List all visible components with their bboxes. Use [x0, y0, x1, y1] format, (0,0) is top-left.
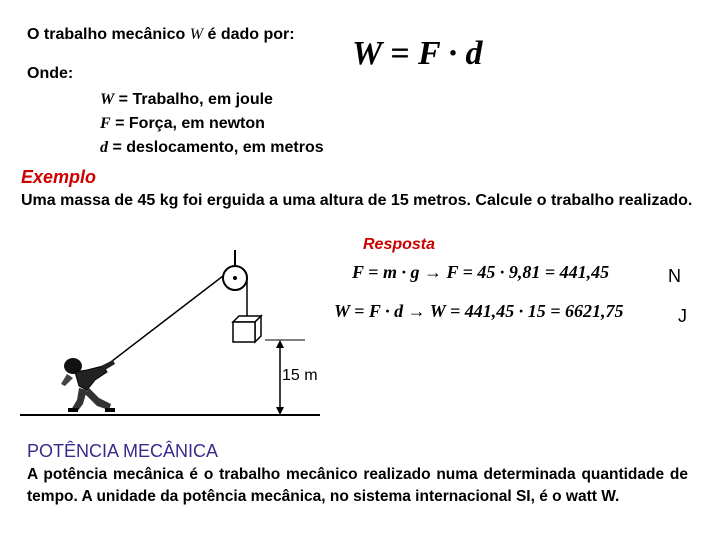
example-title: Exemplo — [21, 167, 97, 187]
pulley-axle — [233, 276, 237, 280]
height-arrow-down — [276, 407, 284, 415]
example-text: Uma massa de 45 kg foi erguida a uma altura de 15 metros. Calcule o trabalho realizado. — [21, 192, 693, 209]
work-formula: W = F · d → W = 441,45 · 15 = 6621,75 — [334, 301, 624, 321]
person-figure — [61, 358, 115, 412]
answer-label: Resposta — [363, 236, 436, 253]
definition-var: W — [100, 91, 115, 108]
intro-var: W — [189, 26, 204, 43]
force-formula: F = m · g → F = 45 · 9,81 = 441,45 — [352, 262, 610, 282]
definition-text: = deslocamento, em metros — [108, 139, 324, 156]
definition-w — [100, 90, 273, 110]
power-title: POTÊNCIA MECÂNICA — [27, 441, 219, 461]
power-text: A potência mecânica é o trabalho mecânico realizado numa determinada quantidade de tempo. A unidade da potência mecânica, no sistema internacional SI, é o watt W. — [27, 466, 688, 505]
intro-suffix: é dado por: — [203, 26, 295, 43]
box-mass — [233, 316, 261, 342]
rope-diagonal — [103, 276, 223, 368]
intro-line — [27, 25, 295, 45]
work-unit: J — [678, 306, 687, 326]
force-unit: N — [668, 266, 681, 286]
definition-var: d — [100, 139, 108, 156]
definition-var: F — [100, 115, 111, 132]
definition-text: = Trabalho, em joule — [114, 91, 273, 108]
main-formula: W = F · d — [352, 35, 483, 72]
intro-prefix: O trabalho mecânico — [27, 26, 190, 43]
height-label: 15 m — [282, 367, 318, 384]
definition-d — [100, 138, 324, 158]
height-arrow-up — [276, 340, 284, 348]
onde-label: Onde: — [27, 65, 74, 82]
pulley-illustration — [15, 240, 335, 425]
definition-text: = Força, em newton — [110, 115, 265, 132]
definition-f — [100, 114, 265, 134]
